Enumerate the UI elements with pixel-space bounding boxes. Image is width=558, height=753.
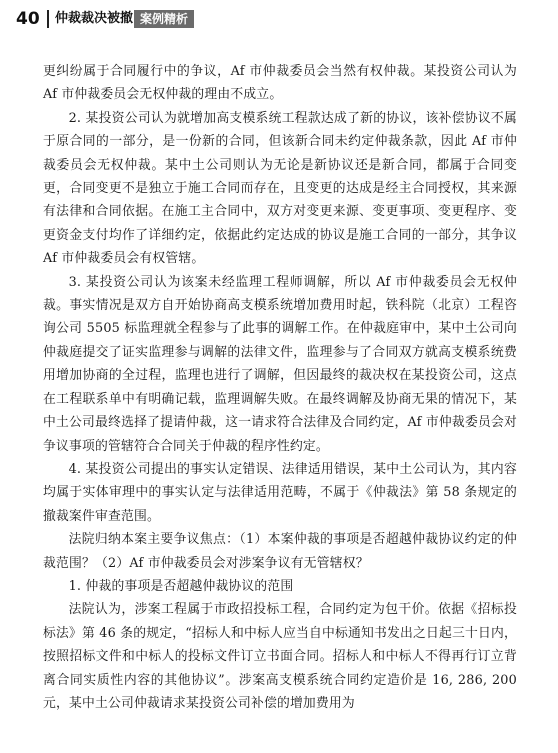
page-header bbox=[0, 0, 558, 36]
body-text bbox=[43, 60, 517, 715]
section-heading: 1. 仲裁的事项是否超越仲裁协议的范围 bbox=[68, 578, 294, 594]
paragraph: 3. 某投资公司认为该案未经监理工程师调解，所以 Af 市仲裁委员会无权仲裁。事实情况是双方自开始协商高支模系统增加费用时起，铁科院（北京）工程咨询公司 5505 标监理就全程参与了此事的调解工作。在仲裁庭审中，某中土公司向仲裁庭提交了证实监理参与调解的法律文件，监理参与了合同双方就高支模系统费用增加协商的全过程，监理也进行了调解，但因最终的裁决权在某投资公司，这点在工程联系单中有明确记载，监理调解失败。在最终调解及协商无果的情况下，某中土公司最终选择了提请仲裁，这一请求符合法律及合同约定，Af 市仲裁委员会对争议事项的管辖符合合同关于仲裁的程序性约定。 bbox=[43, 274, 517, 454]
paragraph: 2. 某投资公司认为就增加高支模系统工程款达成了新的协议，该补偿协议不属于原合同的一部分，是一份新的合同，但该新合同未约定仲裁条款，因此 Af 市仲裁委员会无权仲裁。某中土公司则认为无论是新协议还是新合同，都属于合同变更，合同变更不是独立于施工合同而存在，且变更的达成是经主合同授权，其来源有法律和合同依据。在施工主合同中，双方对变更来源、变更事项、变更程序、变更资金支付均作了详细约定，依据此约定达成的协议是施工合同的一部分，其争议 Af 市仲裁委员会有权管辖。 bbox=[43, 110, 517, 267]
book-title: 仲裁裁决被撤 bbox=[55, 11, 134, 26]
header-divider bbox=[47, 10, 49, 28]
paragraph: 法院认为，涉案工程属于市政招投标工程，合同约定为包干价。依据《招标投标法》第 46 条的规定，“招标人和中标人应当自中标通知书发出之日起三十日内，按照招标文件和中标人的投标文件订立书面合同。招标人和中标人不得再行订立背离合同实质性内容的其他协议”。涉案高支模系统合同约定造价是 16, 286, 200 元，某中土公司仲裁请求某投资公司补偿的增加费用为 bbox=[43, 602, 517, 711]
paragraph: 更纠纷属于合同履行中的争议，Af 市仲裁委员会当然有权仲裁。某投资公司认为 Af 市仲裁委员会无权仲裁的理由不成立。 bbox=[43, 64, 517, 103]
paragraph: 4. 某投资公司提出的事实认定错误、法律适用错误，某中土公司认为，其内容均属于实体审理中的事实认定与法律适用范畴，不属于《仲裁法》第 58 条规定的撤裁案件审查范围。 bbox=[43, 461, 517, 524]
paragraph: 法院归纳本案主要争议焦点：（1）本案仲裁的事项是否超越仲裁协议约定的仲裁范围？（2）Af 市仲裁委员会对涉案争议有无管辖权？ bbox=[43, 532, 517, 571]
page-number: 40 bbox=[16, 9, 40, 29]
section-tag: 案例精析 bbox=[134, 10, 194, 28]
